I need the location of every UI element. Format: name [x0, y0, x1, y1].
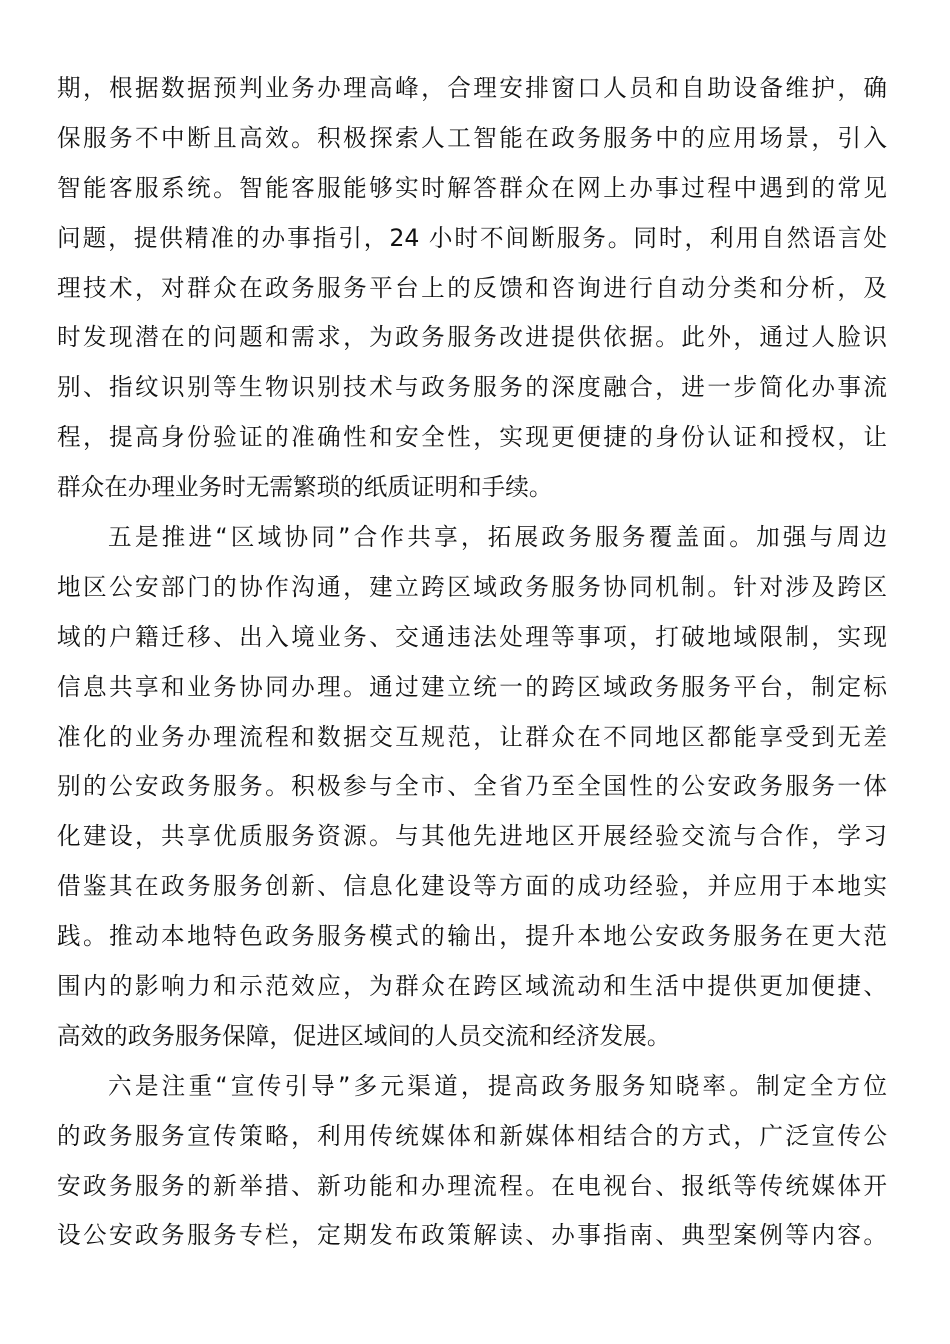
- paragraph-six-publicity: [57, 1062, 887, 1262]
- text-line: 时发现潜在的问题和需求，为政务服务改进提供依据。此外，通过人脸识: [57, 323, 887, 352]
- text-line: 化建设，共享优质服务资源。与其他先进地区开展经验交流与合作，学习: [57, 822, 887, 851]
- paragraph-heading-line: 五是推进“区域协同”合作共享，拓展政务服务覆盖面。加强与周边: [108, 523, 887, 552]
- text-line: 高效的政务服务保障，促进区域间的人员交流和经济发展。: [57, 1021, 671, 1050]
- text-line: 期，根据数据预判业务办理高峰，合理安排窗口人员和自助设备维护，确: [57, 74, 887, 102]
- paragraph-continued: [57, 64, 887, 513]
- text-line: 准化的业务办理流程和数据交互规范，让群众在不同地区都能享受到无差: [57, 722, 887, 751]
- text-line: 地区公安部门的协作沟通，建立跨区域政务服务协同机制。针对涉及跨区: [57, 572, 887, 601]
- text-line: 别的公安政务服务。积极参与全市、全省乃至全国性的公安政务服务一体: [57, 772, 887, 801]
- text-line: 群众在办理业务时无需繁琐的纸质证明和手续。: [57, 473, 553, 502]
- paragraph-five-regional-collaboration: [57, 513, 887, 1062]
- document-page: [57, 64, 887, 1261]
- text-line: 借鉴其在政务服务创新、信息化建设等方面的成功经验，并应用于本地实: [57, 872, 887, 901]
- text-line: 围内的影响力和示范效应，为群众在跨区域流动和生活中提供更加便捷、: [57, 972, 887, 1001]
- text-line: 保服务不中断且高效。积极探索人工智能在政务服务中的应用场景，引入: [57, 123, 887, 152]
- text-line: 问题，提供精准的办事指引，24 小时不间断服务。同时，利用自然语言处: [57, 223, 887, 252]
- text-line: 安政务服务的新举措、新功能和办理流程。在电视台、报纸等传统媒体开: [57, 1171, 887, 1200]
- text-line: 智能客服系统。智能客服能够实时解答群众在网上办事过程中遇到的常见: [57, 173, 887, 202]
- text-line: 践。推动本地特色政务服务模式的输出，提升本地公安政务服务在更大范: [57, 922, 887, 951]
- text-line: 域的户籍迁移、出入境业务、交通违法处理等事项，打破地域限制，实现: [57, 622, 887, 651]
- text-line: 设公安政务服务专栏，定期发布政策解读、办事指南、典型案例等内容。: [57, 1221, 887, 1250]
- text-line: 别、指纹识别等生物识别技术与政务服务的深度融合，进一步简化办事流: [57, 373, 887, 402]
- text-line: 理技术，对群众在政务服务平台上的反馈和咨询进行自动分类和分析，及: [57, 273, 887, 302]
- paragraph-heading-line: 六是注重“宣传引导”多元渠道，提高政务服务知晓率。制定全方位: [108, 1071, 887, 1100]
- text-line: 程，提高身份验证的准确性和安全性，实现更便捷的身份认证和授权，让: [57, 423, 887, 452]
- text-line: 信息共享和业务协同办理。通过建立统一的跨区域政务服务平台，制定标: [57, 672, 887, 701]
- text-line: 的政务服务宣传策略，利用传统媒体和新媒体相结合的方式，广泛宣传公: [57, 1121, 887, 1150]
